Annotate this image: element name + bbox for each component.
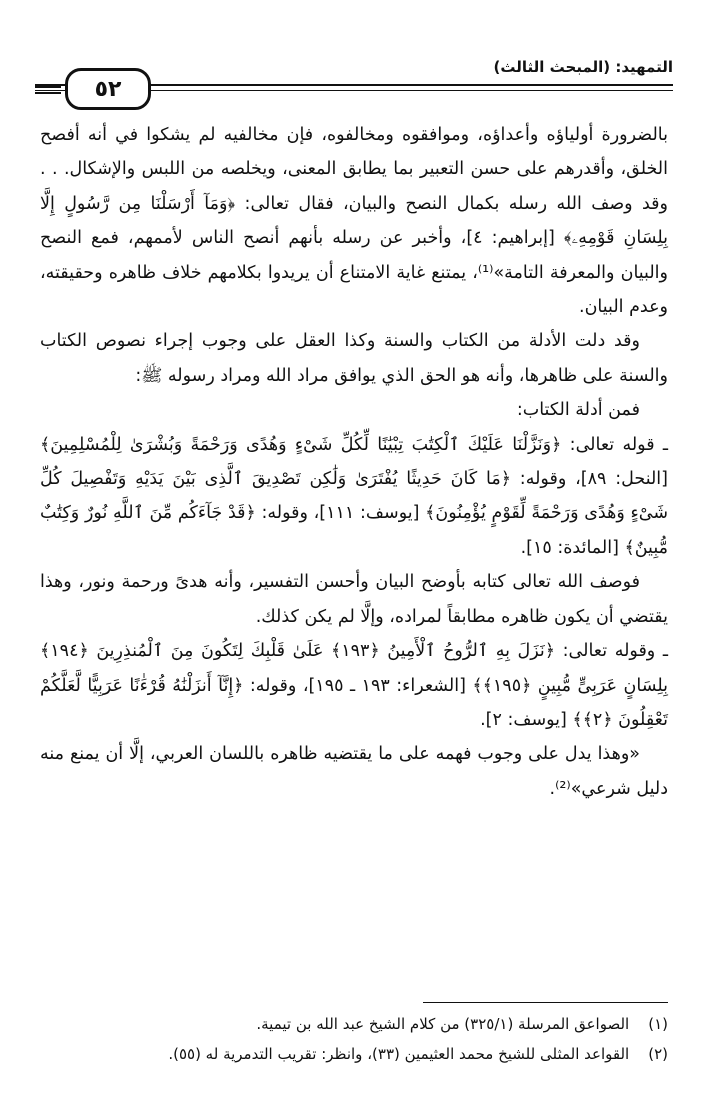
paragraph-1: بالضرورة أولياؤه وأعداؤه، وموافقوه ومخالفوه، فإن مخالفيه لم يشكوا في أنه أفصح الخلق، وأقدرهم على حسن التعبير بما يطابق المعنى، ويخلصه من اللبس والإشكال. . . وقد وصف الله رسله بكمال النصح والبيان، فقال تعالى: ﴿وَمَآ أَرْسَلْنَا مِن رَّسُولٍ إِلَّا بِلِسَانِ قَوْمِهِۦ﴾ [إبراهيم: ٤]، وأخبر عن رسله بأنهم أنصح الناس لأممهم، فمع النصح والبيان والمعرفة التامة»⁽¹⁾، يمتنع غاية الامتناع أن يريدوا بكلامهم خلاف ظاهره وحقيقته، وعدم البيان. — [40, 125, 668, 318]
footnotes — [40, 1002, 668, 1069]
paragraph-6-quran-evidence: ـ وقوله تعالى: ﴿نَزَلَ بِهِ ٱلرُّوحُ ٱلْأَمِينُ ﴿١٩٣﴾ عَلَىٰ قَلْبِكَ لِتَكُونَ مِنَ ٱلْمُنذِرِينَ ﴿١٩٤﴾ بِلِسَانٍ عَرَبِىٍّ مُّبِينٍ ﴿١٩٥﴾﴾ [الشعراء: ١٩٣ ـ ١٩٥]، وقوله: ﴿إِنَّآ أَنزَلْنَٰهُ قُرْءَٰنًا عَرَبِيًّا لَّعَلَّكُمْ تَعْقِلُونَ ﴿٢﴾﴾ [يوسف: ٢]. — [40, 641, 668, 730]
paragraph-3: فمن أدلة الكتاب: — [516, 400, 640, 421]
page-number: ٥٢ — [94, 76, 122, 102]
footnote-divider — [423, 1002, 668, 1003]
paragraph-5: فوصف الله تعالى كتابه بأوضح البيان وأحسن التفسير، وأنه هدىً ورحمة ونور، وهذا يقتضي أن يكون ظاهره مطابقاً لمراده، وإلَّا لم يكن كذلك. — [40, 572, 668, 627]
paragraph-2: وقد دلت الأدلة من الكتاب والسنة وكذا العقل على وجوب إجراء نصوص الكتاب والسنة على ظاهرها، وأنه هو الحق الذي يوافق مراد الله ومراد رسوله ﷺ: — [40, 331, 668, 386]
footnote-1 — [40, 1009, 668, 1039]
paragraph-4-quran-evidence: ـ قوله تعالى: ﴿وَنَزَّلْنَا عَلَيْكَ ٱلْكِتَٰبَ تِبْيَٰنًا لِّكُلِّ شَىْءٍ وَهُدًى وَرَحْمَةً وَبُشْرَىٰ لِلْمُسْلِمِينَ﴾ [النحل: ٨٩]، وقوله: ﴿مَا كَانَ حَدِيثًا يُفْتَرَىٰ وَلَٰكِن تَصْدِيقَ ٱلَّذِى بَيْنَ يَدَيْهِ وَتَفْصِيلَ كُلِّ شَىْءٍ وَهُدًى وَرَحْمَةً لِّقَوْمٍ يُؤْمِنُونَ﴾ [يوسف: ١١١]، وقوله: ﴿قَدْ جَآءَكُم مِّنَ ٱللَّهِ نُورٌ وَكِتَٰبٌ مُّبِينٌ﴾ [المائدة: ١٥]. — [40, 434, 668, 558]
running-title: التمهيد: (المبحث الثالث) — [493, 58, 673, 76]
page-header — [35, 48, 673, 108]
page-number-box — [65, 68, 151, 110]
footnote-text: الصواعق المرسلة (٣٢٥/١) من كلام الشيخ عبد الله بن تيمية. — [256, 1015, 630, 1033]
footnote-number: (١) — [648, 1015, 668, 1033]
page-number-ornament — [35, 86, 61, 94]
footnote-text: القواعد المثلى للشيخ محمد العثيمين (٣٣)، وانظر: تقريب التدمرية له (٥٥). — [168, 1045, 630, 1063]
footnote-2 — [40, 1039, 668, 1069]
page-body — [40, 118, 668, 806]
paragraph-7-quote: «وهذا يدل على وجوب فهمه على ما يقتضيه ظاهره باللسان العربي، إلَّا أن يمنع منه دليل شرعي»⁽²⁾. — [40, 744, 668, 799]
footnote-number: (٢) — [648, 1045, 668, 1063]
